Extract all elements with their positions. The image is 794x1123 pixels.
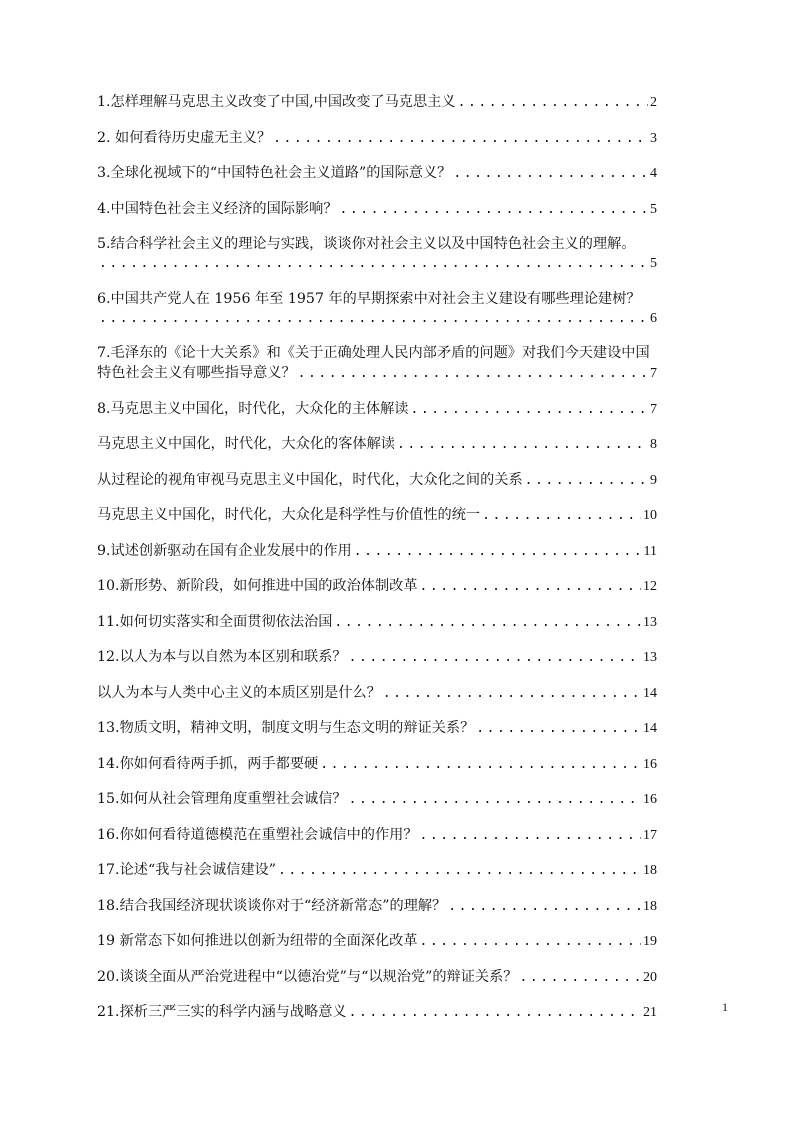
toc-entry-title: 从过程论的视角审视马克思主义中国化，时代化，大众化之间的关系 xyxy=(97,471,523,488)
toc-entry[interactable] xyxy=(97,967,657,988)
toc-entry-title: 2. 如何看待历史虚无主义？ xyxy=(97,129,272,146)
toc-entry[interactable] xyxy=(97,470,657,491)
toc-leader-dots xyxy=(340,200,648,220)
toc-leader-dots xyxy=(420,932,641,952)
toc-entry-page: 13 xyxy=(643,650,657,665)
toc-entry-page: 12 xyxy=(643,579,657,594)
toc-entry[interactable] xyxy=(97,505,657,526)
toc-entry-page: 10 xyxy=(643,508,657,523)
toc-entry-title: 11.如何切实落实和全面贯彻依法治国 xyxy=(97,613,333,630)
toc-entry-title-line2: 特色社会主义有哪些指导意义？ xyxy=(97,365,296,381)
toc-entry-title: 15.如何从社会管理角度重塑社会诚信？ xyxy=(97,791,347,807)
toc-leader-dots xyxy=(448,897,641,917)
toc-entry-title: 马克思主义中国化，时代化，大众化是科学性与价值性的统一 xyxy=(97,507,481,523)
toc-entry[interactable] xyxy=(97,576,657,597)
toc-entry-title: 19 新常态下如何推进以创新为纽带的全面深化改革 xyxy=(97,933,418,949)
toc-leader-dots xyxy=(349,790,641,810)
toc-entry-page: 16 xyxy=(643,792,657,807)
toc-entry-title: 以人为本与人类中心主义的本质区别是什么？ xyxy=(97,684,381,701)
table-of-contents xyxy=(97,92,657,1038)
toc-entry-page: 7 xyxy=(650,366,657,381)
toc-leader-dots xyxy=(482,506,641,526)
toc-entry-page: 13 xyxy=(643,614,657,630)
toc-entry-title: 20.谈谈全面从严治党进程中“以德治党”与“以规治党”的辩证关系？ xyxy=(97,968,518,985)
toc-leader-dots xyxy=(420,577,641,597)
toc-entry[interactable] xyxy=(97,289,657,329)
toc-entry-page: 16 xyxy=(643,756,657,772)
toc-leader-dots xyxy=(383,684,641,704)
toc-entry[interactable] xyxy=(97,434,657,455)
toc-leader-dots xyxy=(397,435,648,455)
toc-entry-title-line1: 6.中国共产党人在 1956 年至 1957 年的早期探索中对社会主义建设有哪些理论建树？ xyxy=(97,290,641,307)
toc-entry-page: 9 xyxy=(650,472,657,488)
toc-entry-page: 19 xyxy=(643,934,657,949)
toc-entry[interactable] xyxy=(97,163,657,184)
toc-entry[interactable] xyxy=(97,541,657,562)
toc-entry[interactable] xyxy=(97,647,657,668)
toc-entry[interactable] xyxy=(97,896,657,917)
toc-entry[interactable] xyxy=(97,789,657,810)
toc-leader-dots xyxy=(410,400,648,420)
page-number: 1 xyxy=(722,1000,728,1014)
toc-entry-title: 10.新形势、新阶段，如何推进中国的政治体制改革 xyxy=(97,578,418,594)
toc-entry[interactable] xyxy=(97,683,657,704)
toc-entry[interactable] xyxy=(97,825,657,846)
toc-entry-title: 马克思主义中国化，时代化，大众化的客体解读 xyxy=(97,436,395,452)
toc-entry-page: 3 xyxy=(650,130,657,146)
toc-entry[interactable] xyxy=(97,931,657,952)
toc-entry-title: 17.论述“我与社会诚信建设” xyxy=(97,862,276,878)
toc-entry-page: 18 xyxy=(643,898,657,914)
toc-leader-dots xyxy=(99,309,648,329)
toc-leader-dots xyxy=(334,613,641,633)
toc-leader-dots xyxy=(99,254,648,274)
toc-entry-title: 18.结合我国经济现状谈谈你对于“经济新常态”的理解？ xyxy=(97,897,447,914)
toc-leader-dots xyxy=(354,542,642,562)
toc-entry-title-line1: 5.结合科学社会主义的理论与实践，谈谈你对社会主义以及中国特色社会主义的理解。 xyxy=(97,236,636,252)
toc-leader-dots xyxy=(349,1003,641,1023)
toc-entry-title: 13.物质文明，精神文明，制度文明与生态文明的辩证关系？ xyxy=(97,720,475,736)
toc-entry[interactable] xyxy=(97,399,657,420)
toc-entry[interactable] xyxy=(97,92,657,113)
toc-entry-page: 17 xyxy=(643,827,657,843)
toc-entry[interactable] xyxy=(97,234,657,274)
toc-entry[interactable] xyxy=(97,860,657,881)
toc-leader-dots xyxy=(519,968,641,988)
toc-leader-dots xyxy=(298,364,648,384)
toc-entry-title: 8.马克思主义中国化，时代化，大众化的主体解读 xyxy=(97,400,409,417)
toc-entry-title: 12.以人为本与以自然为本区别和联系？ xyxy=(97,649,347,665)
toc-entry-title: 21.探析三严三实的科学内涵与战略意义 xyxy=(97,1004,347,1020)
toc-entry-page: 5 xyxy=(650,256,657,271)
toc-entry-page: 18 xyxy=(643,863,657,878)
toc-entry-page: 2 xyxy=(650,95,657,110)
toc-entry[interactable] xyxy=(97,343,657,384)
toc-leader-dots xyxy=(458,93,648,113)
toc-entry-title: 16.你如何看待道德模范在重塑社会诚信中的作用？ xyxy=(97,826,418,843)
toc-entry-title: 4.中国特色社会主义经济的国际影响？ xyxy=(97,200,338,217)
toc-entry-page: 20 xyxy=(643,969,657,985)
toc-leader-dots xyxy=(420,826,641,846)
toc-leader-dots xyxy=(320,755,641,775)
toc-entry[interactable] xyxy=(97,718,657,739)
toc-entry[interactable] xyxy=(97,128,657,149)
toc-leader-dots xyxy=(453,164,648,184)
toc-entry[interactable] xyxy=(97,612,657,633)
toc-entry-title: 14.你如何看待两手抓，两手都要硬 xyxy=(97,755,319,772)
toc-entry-page: 6 xyxy=(650,310,657,326)
toc-entry-page: 4 xyxy=(650,166,657,181)
toc-entry[interactable] xyxy=(97,1002,657,1023)
toc-leader-dots xyxy=(278,861,641,881)
toc-entry-page: 14 xyxy=(643,685,657,701)
toc-leader-dots xyxy=(525,471,648,491)
toc-entry-page: 14 xyxy=(643,721,657,736)
toc-entry-page: 7 xyxy=(650,401,657,417)
toc-entry-title: 1.怎样理解马克思主义改变了中国,中国改变了马克思主义 xyxy=(97,94,456,110)
toc-entry-page: 21 xyxy=(643,1005,657,1020)
toc-leader-dots xyxy=(476,719,641,739)
toc-entry-page: 5 xyxy=(650,201,657,217)
toc-entry[interactable] xyxy=(97,754,657,775)
toc-entry-title-line1: 7.毛泽东的《论十大关系》和《关于正确处理人民内部矛盾的问题》对我们今天建设中国 xyxy=(97,345,650,361)
toc-entry-title: 9.试述创新驱动在国有企业发展中的作用 xyxy=(97,542,352,559)
toc-leader-dots xyxy=(349,648,641,668)
toc-entry-title: 3.全球化视域下的“中国特色社会主义道路”的国际意义？ xyxy=(97,165,452,181)
toc-entry-page: 8 xyxy=(650,437,657,452)
toc-entry-page: 11 xyxy=(643,543,657,559)
toc-entry[interactable] xyxy=(97,199,657,220)
toc-leader-dots xyxy=(273,129,648,149)
